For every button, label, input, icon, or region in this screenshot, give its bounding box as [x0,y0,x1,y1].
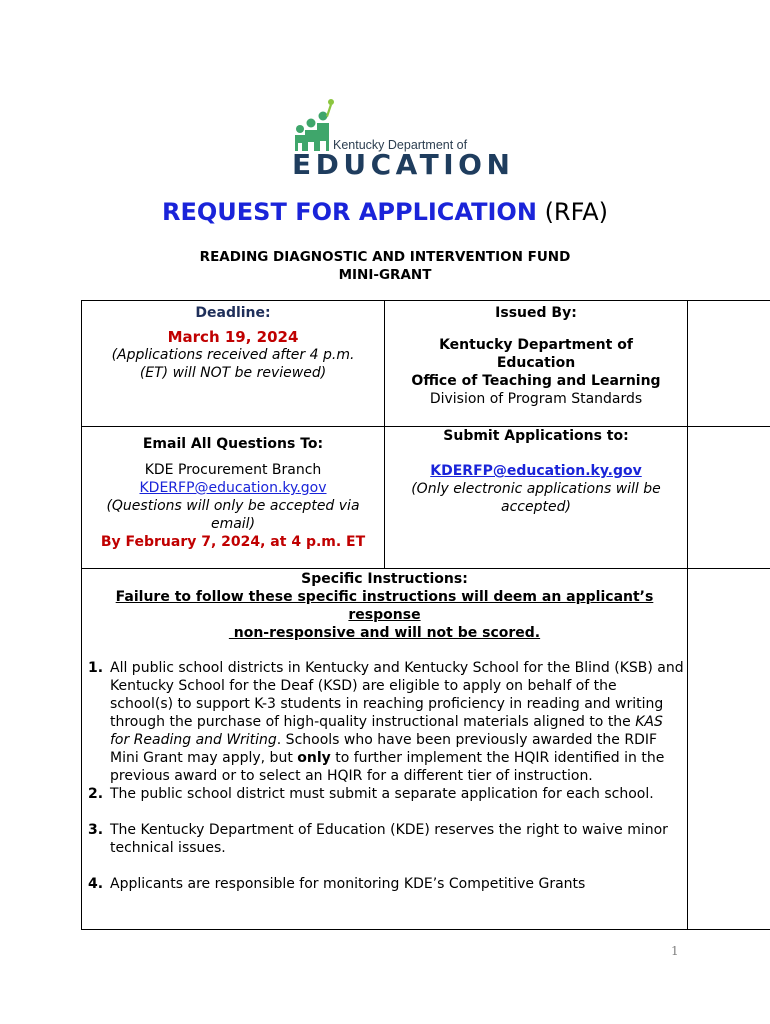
submit-note-1: (Only electronic applications will be [411,481,661,497]
agency-name: Kentucky Department of [333,138,468,152]
instructions-warning-1: Failure to follow these specific instructions will deem an applicant’s [115,589,654,605]
issuer-org-1: Kentucky Department of [439,337,633,353]
instructions-header [82,570,687,642]
instructions-warning-3: non-responsive and will not be scored. [228,625,541,641]
list-item [88,821,684,857]
instructions-list [88,659,684,893]
list-item-text: to further implement the HQIR identified in the previous award or to select an HQIR for a different tier of instruction. [110,750,665,784]
issuer-office: Office of Teaching and Learning [411,373,661,389]
table-border-bottom [81,929,770,930]
table-border-top [81,300,770,301]
list-item-number: 3. [88,822,104,838]
submit-note-2: accepted) [501,499,571,515]
submit-email-link[interactable]: KDERFP@education.ky.gov [430,463,642,479]
questions-email-link[interactable]: KDERFP@education.ky.gov [139,480,327,496]
title-main: REQUEST FOR APPLICATION [162,198,537,226]
emphasis-only: only [297,750,331,766]
deadline-note-2: (ET) will NOT be reviewed) [139,365,327,381]
list-item-number: 1. [88,660,104,676]
table-col-right [687,300,688,930]
issuer-org-2: Education [496,355,576,371]
deadline-date: March 19, 2024 [167,328,299,346]
procurement-branch: KDE Procurement Branch [144,462,322,478]
list-item [88,659,684,785]
questions-cell [82,435,384,551]
list-item-text: All public school districts in Kentucky and Kentucky School for the Blind (KSB) and Kentucky School for the Deaf (KSD) are eligible to apply on behalf of the school(s) to support K-3 students in reaching proficiency in reading and writing through the purchase of high-quality instructional materials aligned to the [110,660,684,730]
title-suffix: (RFA) [544,198,608,226]
subtitle-line-2: MINI-GRANT [338,267,432,283]
issued-by-cell [385,304,687,408]
list-item-text: The public school district must submit a separate application for each school. [110,786,654,802]
kas-reference: KAS for Reading and Writing [110,714,663,748]
questions-note-2: email) [210,516,256,532]
instructions-heading: Specific Instructions: [301,571,468,587]
issuer-division: Division of Program Standards [429,391,643,407]
education-wordmark: EDUCATION [292,148,515,181]
deadline-label: Deadline: [195,305,271,321]
subtitle-line-1: READING DIAGNOSTIC AND INTERVENTION FUND [199,249,571,265]
deadline-cell [82,304,384,382]
deadline-note-1: (Applications received after 4 p.m. [111,347,355,363]
instructions-warning-2: response [348,607,421,623]
issued-by-label: Issued By: [495,305,577,321]
list-item [88,875,684,893]
list-item-text: The Kentucky Department of Education (KDE) reserves the right to waive minor technical issues. [110,822,668,856]
list-item-text: Applicants are responsible for monitoring KDE’s Competitive Grants [110,876,586,892]
list-item [88,785,684,803]
list-item-text: . Schools who have been previously awarded the RDIF Mini Grant may apply, but [110,732,658,766]
questions-note-1: (Questions will only be accepted via [106,498,360,514]
submit-label: Submit Applications to: [443,428,629,444]
table-divider-2 [81,568,770,569]
questions-label: Email All Questions To: [142,436,324,452]
submit-cell [385,427,687,516]
list-item-number: 4. [88,876,104,892]
page-number: 1 [671,944,679,958]
questions-due-date: By February 7, 2024, at 4 p.m. ET [100,534,366,550]
list-item-number: 2. [88,786,104,802]
